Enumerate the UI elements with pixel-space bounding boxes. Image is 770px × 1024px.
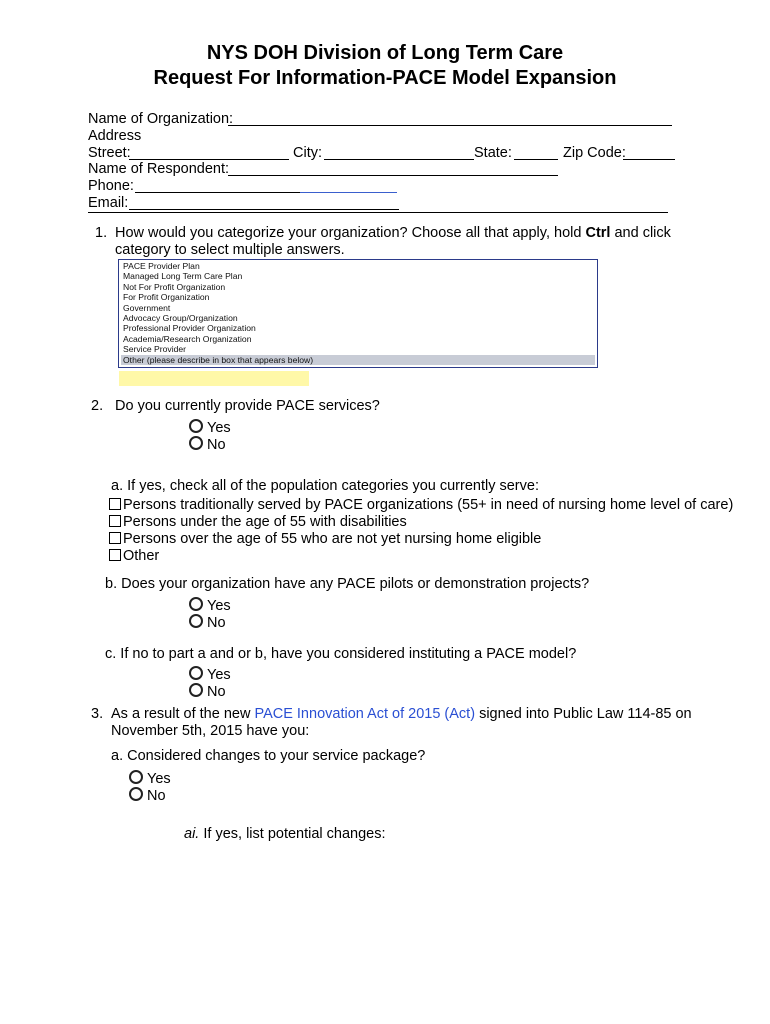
page-title-line2: Request For Information-PACE Model Expansion — [153, 67, 617, 89]
section-divider — [88, 212, 668, 213]
q2c-yes-option[interactable]: Yes — [189, 666, 231, 683]
respondent-label: Name of Respondent: — [88, 161, 230, 177]
q2c-yes-radio[interactable] — [189, 666, 203, 680]
state-field[interactable] — [514, 159, 558, 160]
q2-yes-option[interactable]: Yes — [189, 419, 231, 436]
page-title-line1: NYS DOH Division of Long Term Care — [206, 42, 564, 64]
q2a-checkbox-3[interactable] — [109, 532, 121, 544]
street-field[interactable] — [129, 159, 289, 160]
email-label: Email: — [88, 195, 129, 211]
respondent-field[interactable] — [228, 175, 558, 176]
email-field[interactable] — [129, 209, 399, 210]
listbox-option[interactable]: Government — [123, 302, 171, 313]
q3a-no-option[interactable]: No — [129, 787, 166, 804]
listbox-option[interactable]: Advocacy Group/Organization — [123, 313, 238, 324]
org-name-field[interactable] — [228, 125, 672, 126]
q2a-option-1[interactable]: Persons traditionally served by PACE organizations (55+ in need of nursing home level of care) — [109, 497, 733, 513]
listbox-option[interactable]: Not For Profit Organization — [123, 281, 226, 292]
organization-category-listbox[interactable] — [118, 259, 598, 368]
q3-number: 3. — [91, 706, 104, 722]
listbox-option[interactable]: Managed Long Term Care Plan — [123, 271, 243, 282]
q2a-checkbox-2[interactable] — [109, 515, 121, 527]
q3a-yes-option[interactable]: Yes — [129, 770, 171, 787]
q2-no-radio[interactable] — [189, 436, 203, 450]
q2b-yes-option[interactable]: Yes — [189, 597, 231, 614]
q2a-checkbox-1[interactable] — [109, 498, 121, 510]
q3a-text: a. Considered changes to your service package? — [111, 748, 426, 764]
zip-field[interactable] — [623, 159, 675, 160]
q2a-option-3[interactable]: Persons over the age of 55 who are not yet nursing home eligible — [109, 531, 541, 547]
q2c-no-radio[interactable] — [189, 683, 203, 697]
q2b-no-radio[interactable] — [189, 614, 203, 628]
listbox-option[interactable]: Professional Provider Organization — [123, 323, 256, 334]
q2b-yes-radio[interactable] — [189, 597, 203, 611]
q2c-text: c. If no to part a and or b, have you considered instituting a PACE model? — [105, 646, 577, 662]
q2c-no-option[interactable]: No — [189, 683, 226, 700]
phone-field[interactable] — [135, 192, 300, 193]
q2-yes-radio[interactable] — [189, 419, 203, 433]
q1-text-line1: How would you categorize your organization? Choose all that apply, hold Ctrl and click — [115, 225, 671, 241]
q2a-text: a. If yes, check all of the population categories you currently serve: — [111, 478, 539, 494]
phone-field-extension — [300, 192, 397, 193]
pace-innovation-act-link[interactable]: PACE Innovation Act of 2015 (Act) — [254, 706, 476, 722]
q2b-no-option[interactable]: No — [189, 614, 226, 631]
q1-text-line2: category to select multiple answers. — [115, 242, 345, 258]
q2a-checkbox-4[interactable] — [109, 549, 121, 561]
q2b-text: b. Does your organization have any PACE pilots or demonstration projects? — [105, 576, 590, 592]
city-field[interactable] — [324, 159, 474, 160]
city-label: City: — [293, 145, 322, 161]
q3a-yes-radio[interactable] — [129, 770, 143, 784]
listbox-option[interactable]: Other (please describe in box that appears below) — [121, 355, 595, 365]
street-label: Street: — [88, 145, 131, 161]
listbox-option[interactable]: For Profit Organization — [123, 292, 210, 303]
q2a-option-4[interactable]: Other — [109, 548, 159, 564]
q2-number: 2. — [91, 398, 104, 414]
state-label: State: — [474, 145, 512, 161]
zip-label: Zip Code: — [563, 145, 626, 161]
q3-text-line2: November 5th, 2015 have you: — [111, 723, 310, 739]
org-name-label: Name of Organization: — [88, 111, 234, 127]
listbox-option[interactable]: Service Provider — [123, 344, 187, 355]
phone-label: Phone: — [88, 178, 134, 194]
q3-text-line1: As a result of the new PACE Innovation Act of 2015 (Act) signed into Public Law 114-85 on — [111, 706, 692, 722]
q1-number: 1. — [95, 225, 108, 241]
listbox-option[interactable]: PACE Provider Plan — [123, 261, 200, 271]
q2-text: Do you currently provide PACE services? — [115, 398, 380, 414]
q3ai-text: ai. If yes, list potential changes: — [184, 826, 386, 842]
other-description-field[interactable] — [119, 371, 309, 386]
q2-no-option[interactable]: No — [189, 436, 226, 453]
listbox-option[interactable]: Academia/Research Organization — [123, 333, 252, 344]
address-label: Address — [88, 128, 142, 144]
q2a-option-2[interactable]: Persons under the age of 55 with disabilities — [109, 514, 407, 530]
q3a-no-radio[interactable] — [129, 787, 143, 801]
